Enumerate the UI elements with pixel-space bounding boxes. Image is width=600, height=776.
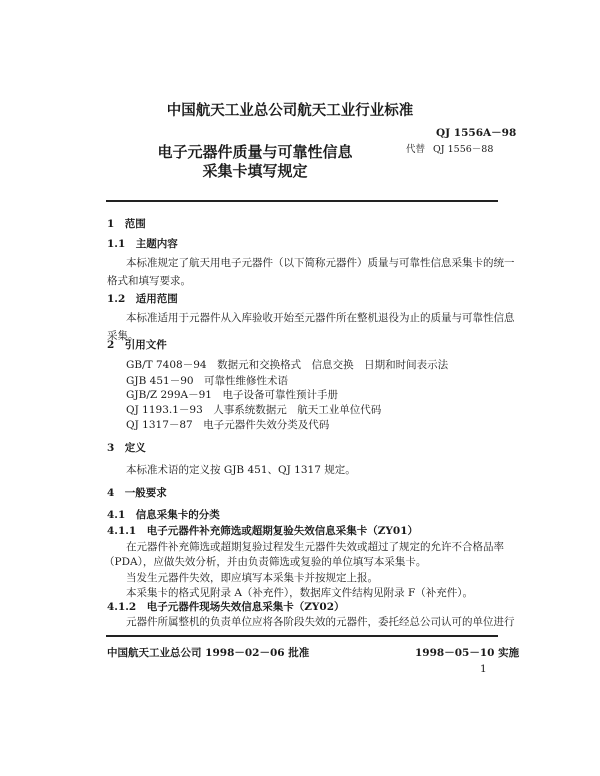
section-1-2-heading: 1.2 适用范围 bbox=[107, 293, 178, 305]
paragraph: 本标准适用于元器件从入库验收开始至元器件所在整机退役为止的质量与可靠性信息 bbox=[126, 312, 515, 324]
approval-date: 中国航天工业总公司 1998－02－06 批准 bbox=[107, 647, 310, 659]
paragraph: 采集。 bbox=[107, 330, 139, 342]
standard-number: QJ 1556A－98 bbox=[436, 127, 517, 139]
section-3-heading: 3 定义 bbox=[107, 442, 146, 454]
section-1-1-heading: 1.1 主题内容 bbox=[107, 238, 178, 250]
paragraph: 本采集卡的格式见附录 A（补充件），数据库文件结构见附录 F（补充件）。 bbox=[126, 587, 474, 599]
reference-item: GJB 451－90 可靠性维修性术语 bbox=[126, 375, 289, 387]
section-2-heading: 2 引用文件 bbox=[107, 339, 167, 351]
replaces-label: 代替 bbox=[406, 144, 426, 155]
page-number: 1 bbox=[480, 663, 487, 675]
section-4-heading: 4 一般要求 bbox=[107, 487, 167, 499]
paragraph: 当发生元器件失效，即应填写本采集卡并按规定上报。 bbox=[126, 572, 378, 584]
document-title-line1: 电子元器件质量与可靠性信息 bbox=[157, 143, 353, 161]
paragraph: 格式和填写要求。 bbox=[107, 275, 191, 287]
paragraph: 在元器件补充筛选或超期复验过程发生元器件失效或超过了规定的允许不合格品率 bbox=[126, 541, 504, 553]
paragraph: 本标准规定了航天用电子元器件（以下简称元器件）质量与可靠性信息采集卡的统一 bbox=[126, 257, 515, 269]
reference-item: QJ 1317－87 电子元器件失效分类及代码 bbox=[126, 419, 330, 431]
issuing-organization: 中国航天工业总公司航天工业行业标准 bbox=[166, 103, 414, 119]
footer-rule bbox=[106, 635, 498, 637]
paragraph: 本标准术语的定义按 GJB 451、QJ 1317 规定。 bbox=[126, 464, 356, 476]
section-4-1-2-heading: 4.1.2 电子元器件现场失效信息采集卡（ZY02） bbox=[107, 601, 345, 613]
section-4-1-1-heading: 4.1.1 电子元器件补充筛选或超期复验失效信息采集卡（ZY01） bbox=[107, 525, 418, 537]
paragraph: （PDA），应做失效分析，并由负责筛选或复验的单位填写本采集卡。 bbox=[104, 556, 427, 568]
reference-item: GJB/Z 299A－91 电子设备可靠性预计手册 bbox=[126, 389, 338, 401]
section-4-1-heading: 4.1 信息采集卡的分类 bbox=[107, 509, 220, 521]
header-rule bbox=[106, 200, 498, 202]
implementation-date: 1998－05－10 实施 bbox=[415, 647, 520, 659]
section-1-heading: 1 范围 bbox=[107, 218, 146, 230]
replaces-number: QJ 1556－88 bbox=[433, 144, 494, 155]
reference-item: QJ 1193.1－93 人事系统数据元 航天工业单位代码 bbox=[126, 404, 382, 416]
paragraph: 元器件所属整机的负责单位应将各阶段失效的元器件，委托经总公司认可的单位进行 bbox=[126, 616, 515, 628]
reference-item: GB/T 7408－94 数据元和交换格式 信息交换 日期和时间表示法 bbox=[126, 359, 449, 371]
document-title-line2: 采集卡填写规定 bbox=[202, 162, 308, 180]
